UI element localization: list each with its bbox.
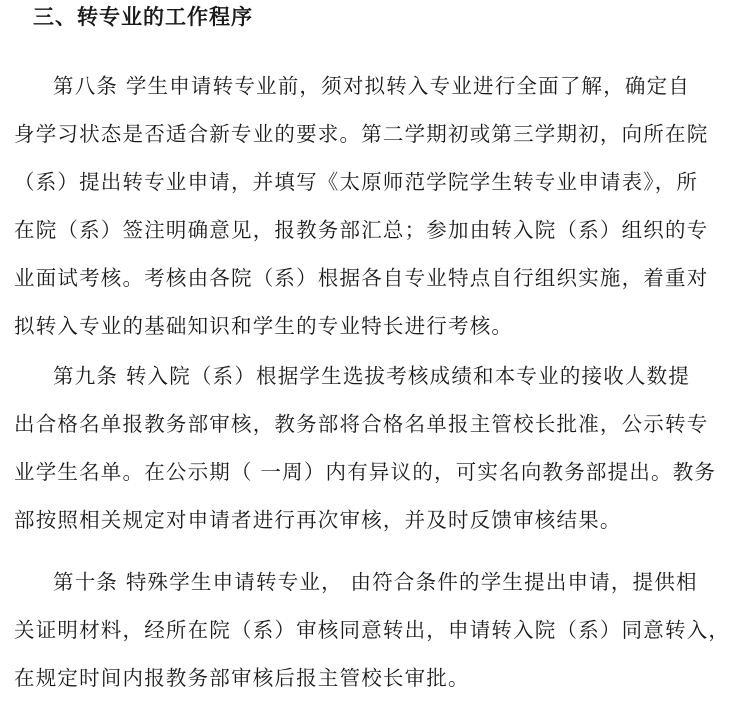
article-9-line: 部按照相关规定对申请者进行再次审核，并及时反馈审核结果。 [14,508,622,532]
section-heading: 三、转专业的工作程序 [33,5,253,29]
article-8-line: 身学习状态是否适合新专业的要求。第二学期初或第三学期初，向所在院 [14,122,709,146]
article-10-line: 在规定时间内报教务部审核后报主管校长审批。 [14,666,470,690]
article-9-line: 第九条 转入院（系）根据学生选拔考核成绩和本专业的接收人数提 [53,364,691,388]
article-8-line: 拟转入专业的基础知识和学生的专业特长进行考核。 [14,314,514,338]
article-8-line: 业面试考核。考核由各院（系）根据各自专业特点自行组织实施，着重对 [14,266,709,290]
article-8-line: 第八条 学生申请转专业前，须对拟转入专业进行全面了解，确定自 [53,74,691,98]
article-10-paragraph [14,558,744,702]
article-8-line: （系）提出转专业申请，并填写《太原师范学院学生转专业申请表》，所 [14,170,699,194]
article-9-line: 业学生名单。在公示期（ 一周）内有异议的，可实名向教务部提出。教务 [14,460,717,484]
article-9-paragraph [14,352,744,544]
article-10-line: 关证明材料，经所在院（系）审核同意转出，申请转入院（系）同意转入， [14,618,731,642]
article-9-line: 出合格名单报教务部审核，教务部将合格名单报主管校长批准，公示转专 [14,412,709,436]
article-8-paragraph [14,62,744,350]
article-8-line: 在院（系）签注明确意见，报教务部汇总；参加由转入院（系）组织的专 [14,218,709,242]
article-10-line: 第十条 特殊学生申请转专业， 由符合条件的学生提出申请，提供相 [53,570,698,594]
